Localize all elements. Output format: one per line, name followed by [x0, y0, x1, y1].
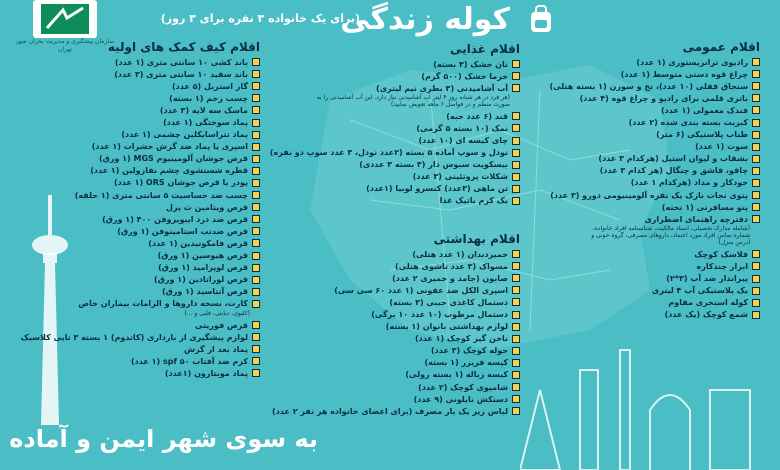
checklist-item-label: دستمال کاغذی جیبی (۳ بسته) [389, 297, 508, 307]
checklist-item-label: کوله استخری مقاوم [668, 298, 748, 308]
checklist-item [310, 70, 520, 82]
checklist-item-label: چسب زخم (۱ بسته) [169, 93, 248, 103]
checklist-item [20, 177, 260, 189]
checkbox-icon [252, 58, 260, 66]
checkbox-icon [512, 274, 520, 282]
checkbox-icon [252, 155, 260, 163]
checkbox-icon [252, 203, 260, 211]
checkbox-icon [752, 299, 760, 307]
checkbox-icon [752, 82, 760, 90]
checklist-item-label: دفترچه راهنمای اضطراری [644, 214, 748, 224]
checkbox-icon [252, 252, 260, 260]
checklist-item-label: قرص لوراتادین (۱ ورق) [154, 275, 248, 285]
checklist-item-label: رادیوی ترانزیستوری (۱ عدد) [636, 57, 748, 67]
checkbox-icon [512, 323, 520, 331]
checklist-item-label: اسپری یا پماد ضد گزش حشرات (۱ عدد) [91, 142, 248, 152]
checkbox-icon [252, 119, 260, 127]
hygiene-items-title: اقلام بهداشتی [433, 232, 520, 246]
checkbox-icon [252, 82, 260, 90]
checkbox-icon [512, 383, 520, 391]
checkbox-icon [512, 60, 520, 68]
checklist-item-label: صابون (جامد و خمیری ۲ عدد) [392, 273, 508, 283]
checklist-item [590, 56, 760, 68]
checkbox-icon [512, 335, 520, 343]
checklist-item [20, 343, 260, 355]
checklist-item-label: قطره شستشوی چشم نفازولین (۱ عدد) [90, 166, 248, 176]
food-items-section [269, 42, 520, 207]
checklist-item [310, 333, 520, 345]
checklist-item [590, 260, 760, 272]
checklist-item-label: چاقو، قاشق و چنگال (هر کدام ۳ عدد) [599, 166, 748, 176]
checklist-item [590, 297, 760, 309]
checkbox-icon [512, 185, 520, 193]
checkbox-icon [752, 262, 760, 270]
checklist-item-label: ابزار چندکاره [696, 261, 748, 271]
checklist-item-label: نان خشک (۳ بسته) [433, 59, 508, 69]
checklist-item [590, 248, 760, 260]
general-items-title: اقلام عمومی [682, 40, 760, 54]
food-items-note: (هر فرد در هر شبانه روز ۴ لیتر آب آشامیدنی نیاز دارد. این آب آشامیدنی را به صورت منظم و در فواصل ۶ ماهه تعویض نمایید) [316, 94, 510, 109]
organization-logo [33, 0, 97, 38]
checklist-item [20, 225, 260, 237]
checklist-item-label: پیراندار ضد آب (۳*۲) [666, 274, 748, 284]
checklist-item-label: خرما خشک (۵۰۰ گرم) [421, 71, 508, 81]
checklist-item [272, 405, 520, 417]
checklist-item-label: قرص ویتامین ث پرل [166, 202, 248, 212]
checkbox-icon [512, 173, 520, 181]
checkbox-icon [252, 70, 260, 78]
checklist-item-label: قرص آنتاسید (۱ ورق) [161, 287, 248, 297]
checkbox-icon [512, 112, 520, 120]
checklist-item [20, 250, 260, 262]
checklist-item-label: کرم ضد آفتاب spf ۵۰ (۱ عدد) [130, 356, 248, 366]
general-items-list [549, 56, 760, 225]
checklist-item [310, 82, 520, 94]
checklist-item-label: طناب پلاستیکی (۶ متر) [656, 130, 748, 140]
checklist-item [20, 141, 260, 153]
checklist-item-label: سوت (۱ عدد) [695, 142, 748, 152]
checkbox-icon [252, 369, 260, 377]
checkbox-icon [752, 58, 760, 66]
checklist-item-label: پماد موبتازون (۱عدد) [164, 368, 248, 378]
checklist-item-label: نودل و سوپ آماده ۵ بسته (۲عدد نودل، ۳ عدد سوپ دو نفره) [269, 148, 508, 158]
checklist-item-label: مسواک (۳ عدد تاشوی هتلی) [395, 261, 508, 271]
checkbox-icon [512, 124, 520, 132]
checkbox-icon [512, 161, 520, 169]
checklist-item [20, 129, 260, 141]
checklist-item [590, 104, 760, 116]
checklist-item [310, 308, 520, 320]
backpack-icon [527, 4, 555, 34]
checklist-item-label: فلاسک کوچک [694, 249, 748, 259]
checkbox-icon [252, 357, 260, 365]
checklist-item [20, 201, 260, 213]
checklist-item [590, 201, 760, 213]
checklist-item-label: قرص ضدتب استامینوفن (۱ ورق) [117, 226, 248, 236]
checklist-item-label: تن ماهی (۳عدد) کنسرو لوبیا (۱عدد) [366, 184, 508, 194]
checklist-item-label: نمک (۱۰ بسته ۵ گرمی) [416, 123, 508, 133]
checklist-item-label: دستکش نایلونی (۹ عدد) [413, 394, 508, 404]
checklist-item-label: پماد سوختگی (۱ عدد) [163, 118, 248, 128]
checkbox-icon [252, 227, 260, 235]
checklist-item [20, 355, 260, 367]
checklist-item-label: کارت، نسخه داروها و الزامات بیماران خاص [78, 299, 248, 309]
checklist-item-label: ماسک سه لایه (۳ عدد) [159, 105, 248, 115]
checkbox-icon [252, 94, 260, 102]
checklist-item-label: پتو مسافرتی (۱ تخته) [661, 202, 748, 212]
checklist-item-label: پتوی نجات نازک یک نفره آلومینیومی دورو (۳ عدد) [550, 190, 748, 200]
checklist-item [20, 165, 260, 177]
checklist-item [579, 92, 760, 104]
checkbox-icon [512, 84, 520, 92]
checklist-item [310, 171, 520, 183]
checkbox-icon [752, 106, 760, 114]
checkbox-icon [252, 321, 260, 329]
firstaid-items-title: اقلام کیف کمک های اولیه [107, 40, 260, 54]
checklist-item [310, 357, 520, 369]
checklist-item [550, 189, 760, 201]
checklist-item [310, 272, 520, 284]
checkbox-icon [512, 137, 520, 145]
checkbox-icon [252, 345, 260, 353]
checkbox-icon [252, 191, 260, 199]
checklist-item-label: باتری قلمی برای رادیو و چراغ قوه (۴ عدد) [579, 93, 748, 103]
checkbox-icon [252, 333, 260, 341]
checklist-item [310, 183, 520, 195]
checklist-item [20, 80, 260, 92]
checklist-item [590, 129, 760, 141]
checklist-item [590, 153, 760, 165]
checklist-item [20, 153, 260, 165]
checklist-item-label: اسپری الکل ضد عفونی (۱ عدد ۶۰ سی سی) [334, 285, 508, 295]
checklist-item-label: قرص جوشان آلومینیوم MGS (۱ ورق) [98, 154, 248, 164]
checkbox-icon [512, 298, 520, 306]
checklist-item [590, 177, 760, 189]
checkbox-icon [512, 359, 520, 367]
checkbox-icon [252, 276, 260, 284]
checklist-item-label: پماد بعد از گزش [184, 344, 248, 354]
checklist-item [310, 369, 520, 381]
checklist-item [590, 68, 760, 80]
checklist-item [590, 213, 760, 225]
checkbox-icon [252, 239, 260, 247]
checklist-item [590, 165, 760, 177]
checklist-item-label: چراغ قوه دستی متوسط (۱ عدد) [620, 69, 748, 79]
checklist-item [20, 104, 260, 116]
checklist-item [20, 367, 260, 379]
firstaid-items-note: (کلیوی، دیابتی، قلبی و ...) [184, 309, 250, 317]
organization-name: سازمان پیشگیری و مدیریت بحران شهر تهران [15, 38, 115, 53]
checklist-item [20, 213, 260, 225]
checklist-item-label: آب آشامیدنی (۳ بطری نیم لیتری) [376, 83, 508, 93]
checklist-item [310, 248, 520, 260]
checklist-item [20, 56, 260, 68]
checklist-item-label: فندک معمولی (۱ عدد) [660, 105, 748, 115]
firstaid-items-section [20, 40, 260, 379]
firstaid-items-list-2 [20, 319, 260, 379]
checklist-item-label: خمیردندان (۱ عدد هتلی) [412, 249, 508, 259]
firstaid-items-list [20, 56, 260, 310]
checkbox-icon [512, 250, 520, 258]
checklist-item-label: ناخن گیر کوچک (۱ عدد) [414, 334, 508, 344]
checklist-item-label: یک کرم باتیک غذا [439, 196, 508, 206]
checkbox-icon [512, 407, 520, 415]
checkbox-icon [512, 371, 520, 379]
checklist-item-label: چسب ضد حساسیت ۵ سانتی متری (۱ حلقه) [74, 190, 248, 200]
checkbox-icon [252, 300, 260, 308]
checklist-item-label: شکلات پروتئینی (۳ عدد) [412, 172, 508, 182]
checklist-item-label: لباس زیر یک بار مصرف (برای اعضای خانواده هر نفر ۲ عدد) [272, 406, 508, 416]
checkbox-icon [252, 106, 260, 114]
checklist-item [269, 147, 520, 159]
header [0, 0, 780, 38]
checkbox-icon [752, 70, 760, 78]
general-items-section [549, 40, 760, 321]
checkbox-icon [752, 311, 760, 319]
page-title: کوله زندگی [340, 2, 510, 37]
checklist-item-label: لوازم پیشگیری از بارداری (کاندوم) ۱ بسته ۳ تایی کلاسیک [20, 332, 248, 342]
checklist-item-label: قند (۶ عدد حبه) [446, 111, 508, 121]
checkbox-icon [252, 143, 260, 151]
checklist-item [310, 393, 520, 405]
checklist-item [310, 296, 520, 308]
slogan: به سوی شهر ایمن و آماده [9, 425, 318, 453]
hygiene-items-list [272, 248, 520, 417]
checklist-item-label: لوازم بهداشتی بانوان (۱ بسته) [385, 322, 508, 332]
checklist-item [310, 260, 520, 272]
checkbox-icon [512, 262, 520, 270]
checklist-item-label: یک پلاستیکی آب ۴ لیتری [651, 286, 748, 296]
checkbox-icon [752, 131, 760, 139]
checklist-item-label: شامپوی کوچک (۲ عدد) [418, 382, 508, 392]
page-subtitle: (برای یک خانواده ۳ نفره برای ۳ روز) [160, 12, 360, 25]
checkbox-icon [752, 203, 760, 211]
checklist-item [590, 141, 760, 153]
checklist-item [20, 274, 260, 286]
checkbox-icon [752, 191, 760, 199]
checklist-item [310, 110, 520, 122]
checklist-item [590, 309, 760, 321]
general-items-list-2 [590, 248, 760, 321]
checklist-item [20, 298, 260, 310]
checkbox-icon [512, 347, 520, 355]
checklist-item [20, 331, 260, 343]
checklist-item-label: قرص هیوسین (۱ ورق) [157, 251, 248, 261]
checklist-item [310, 381, 520, 393]
checklist-item-label: قرص لوپرامید (۱ ورق) [158, 263, 248, 273]
checklist-item [20, 116, 260, 128]
checklist-item-label: کیسه فریزر (۱ بسته) [424, 358, 508, 368]
checklist-item-label: شمع کوچک (یک عدد) [664, 310, 748, 320]
checkbox-icon [512, 149, 520, 157]
checklist-item-label: پماد تتراسایکلین چشمی (۱ عدد) [121, 130, 248, 140]
food-items-list-2 [269, 110, 520, 207]
checklist-item [590, 273, 760, 285]
checklist-item [310, 134, 520, 146]
checkbox-icon [252, 215, 260, 223]
checkbox-icon [752, 167, 760, 175]
checklist-item [590, 285, 760, 297]
checkbox-icon [252, 264, 260, 272]
checklist-item [310, 195, 520, 207]
checklist-item-label: خودکار و مداد (هرکدام ۱ عدد) [630, 178, 748, 188]
checklist-item-label: دستمال مرطوب (۱۰ عدد ۱۰ برگی) [371, 310, 508, 320]
checkbox-icon [512, 72, 520, 80]
checkbox-icon [752, 275, 760, 283]
checkbox-icon [252, 179, 260, 187]
checkbox-icon [752, 119, 760, 127]
checkbox-icon [252, 167, 260, 175]
general-items-note: (شامله مدارک تحصیلی، اسناد مالکیت، شناسنامه افراد خانواده، شماره تماس افراد مورد اعتماد، داروهای مصرفی، گروه خونی و آدرس منزل) [591, 225, 750, 247]
checkbox-icon [752, 179, 760, 187]
checklist-item [20, 262, 260, 274]
checklist-item [20, 92, 260, 104]
checkbox-icon [512, 197, 520, 205]
checklist-item [20, 68, 260, 80]
checkbox-icon [512, 395, 520, 403]
checklist-item-label: باند سفید ۱۰ سانتی متری (۳ عدد) [114, 69, 248, 79]
checkbox-icon [752, 155, 760, 163]
checkbox-icon [752, 250, 760, 258]
checklist-item-label: پودر یا قرص جوشان ORS (۱ عدد) [113, 178, 248, 188]
checkbox-icon [752, 287, 760, 295]
checklist-item-label: کیسه زباله (۱ بسته رولی) [405, 370, 508, 380]
food-items-title: اقلام غذایی [450, 42, 520, 56]
checklist-item [20, 286, 260, 298]
checklist-item-label: قرص فامکوتیدین (۱ عدد) [148, 238, 248, 248]
checklist-item [310, 58, 520, 70]
checklist-item [310, 345, 520, 357]
checklist-item-label: بیسکویت سبوس دار (۳ بسته ۳ عددی) [359, 160, 508, 170]
checklist-item-label: باند کشی ۱۰ سانتی متری (۱ عدد) [114, 57, 248, 67]
checklist-item-label: چای کیسه ای (۱۰ عدد) [418, 136, 508, 146]
checklist-item [310, 159, 520, 171]
checkbox-icon [752, 215, 760, 223]
hygiene-items-section [272, 232, 520, 417]
tehran-skyline-illustration [520, 330, 770, 470]
logo-mark-icon [33, 0, 97, 38]
checklist-item-label: حوله کوچک (۳ عدد) [430, 346, 508, 356]
food-items-list [310, 58, 520, 94]
checklist-item [590, 116, 760, 128]
checklist-item-label: قرص فوریتی [195, 320, 248, 330]
checklist-item [549, 80, 760, 92]
checklist-item-label: کبریت بسته بندی شده (۲ عدد) [628, 118, 748, 128]
checkbox-icon [252, 288, 260, 296]
checklist-item-label: گاز استریل (۵ عدد) [171, 81, 248, 91]
checkbox-icon [252, 131, 260, 139]
checkbox-icon [512, 311, 520, 319]
checklist-item [20, 237, 260, 249]
checklist-item [20, 189, 260, 201]
checklist-item-label: بشقاب و لیوان استیل (هرکدام ۳ عدد) [598, 154, 748, 164]
checklist-item [310, 321, 520, 333]
checklist-item [20, 319, 260, 331]
checkbox-icon [752, 143, 760, 151]
checklist-item [310, 284, 520, 296]
checkbox-icon [752, 94, 760, 102]
checkbox-icon [512, 286, 520, 294]
checklist-item-label: سنجاق قفلی (۱۰ عدد)، نخ و سوزن (۱ بسته هتلی) [549, 81, 748, 91]
checklist-item-label: قرص ضد درد ایبوپروفن ۴۰۰ (۱ ورق) [102, 214, 248, 224]
checklist-item [310, 122, 520, 134]
